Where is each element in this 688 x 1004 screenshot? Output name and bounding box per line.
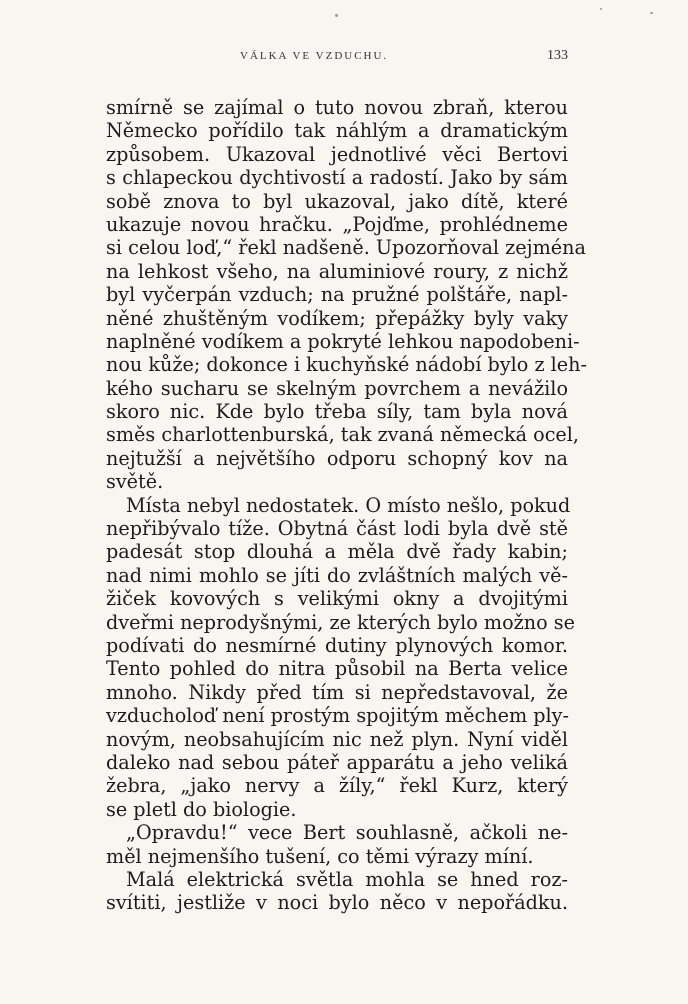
text-line: ukazuje novou hračku. „Pojďme, prohlédneme <box>106 212 568 236</box>
text-line: nou kůže; dokonce i kuchyňské nádobí bylo z leh- <box>106 353 587 377</box>
text-line: nejtužší a největšího odporu schopný kov na <box>106 446 568 470</box>
text-line: kého sucharu se skelným povrchem a nevážilo <box>106 376 568 400</box>
text-line: skoro nic. Kde bylo třeba síly, tam byla nová <box>106 400 568 424</box>
text-line: daleko nad sebou páteř apparátu a jeho veliká <box>106 750 568 774</box>
text-line: dveřmi neprodyšnými, ze kterých bylo možno se <box>106 610 575 634</box>
text-line: svítiti, jestliže v noci bylo něco v nepořádku. <box>106 891 568 915</box>
page-header <box>80 50 568 70</box>
body-text <box>106 96 587 915</box>
text-line: nepřibývalo tíže. Obytná část lodi byla dvě stě <box>106 517 568 541</box>
text-line: mnoho. Nikdy před tím si nepředstavoval, že <box>106 680 568 704</box>
text-line: Malá elektrická světla mohla se hned roz- <box>126 867 568 891</box>
text-line: novým, neobsahujícím nic než plyn. Nyní viděl <box>106 727 568 751</box>
text-line: naplněné vodíkem a pokryté lehkou napodobeni- <box>106 329 580 353</box>
text-line: žiček kovových s velikými okny a dvojitými <box>106 587 568 611</box>
text-line: směs charlottenburská, tak zvaná německá ocel, <box>106 423 580 447</box>
text-line: se pletl do biologie. <box>106 797 297 821</box>
text-line: podívati do nesmírné dutiny plynových komor. <box>106 633 568 657</box>
text-line: žebra, „jako nervy a žíly,“ řekl Kurz, který <box>106 774 568 798</box>
text-line: vzducholoď není prostým spojitým měchem ply- <box>106 704 569 728</box>
text-line: nad nimi mohlo se jíti do zvláštních malých vě- <box>106 563 568 587</box>
ink-speck <box>335 14 338 17</box>
text-line: něné zhuštěným vodíkem; přepážky byly vaky <box>106 306 568 330</box>
running-title: VÁLKA VE VZDUCHU. <box>240 50 389 62</box>
text-line: světě. <box>106 470 164 494</box>
text-line: Tento pohled do nitra působil na Berta velice <box>106 657 568 681</box>
text-line: „Opravdu!“ vece Bert souhlasně, ačkoli ne- <box>126 821 568 845</box>
text-line: způsobem. Ukazoval jednotlivé věci Bertovi <box>106 142 568 166</box>
text-line: na lehkost všeho, na aluminiové roury, z nichž <box>106 259 568 283</box>
text-line: sobě znova to byl ukazoval, jako dítě, které <box>106 189 568 213</box>
text-line: Místa nebyl nedostatek. O místo nešlo, pokud <box>126 493 571 517</box>
page-number: 133 <box>547 48 568 63</box>
text-line: byl vyčerpán vzduch; na pružné polštáře, napl- <box>106 283 568 307</box>
ink-speck <box>600 8 602 10</box>
text-line: Německo pořídilo tak náhlým a dramatickým <box>106 119 568 143</box>
text-line: měl nejmenšího tušení, co těmi výrazy míní. <box>106 844 534 868</box>
text-line: padesát stop dlouhá a měla dvě řady kabin; <box>106 540 568 564</box>
text-line: si celou loď,“ řekl nadšeně. Upozorňoval zejména <box>106 236 586 260</box>
ink-speck <box>650 12 653 14</box>
text-line: s chlapeckou dychtivostí a radostí. Jako by sám <box>106 166 568 190</box>
text-line: smírně se zajímal o tuto novou zbraň, kterou <box>106 96 568 119</box>
